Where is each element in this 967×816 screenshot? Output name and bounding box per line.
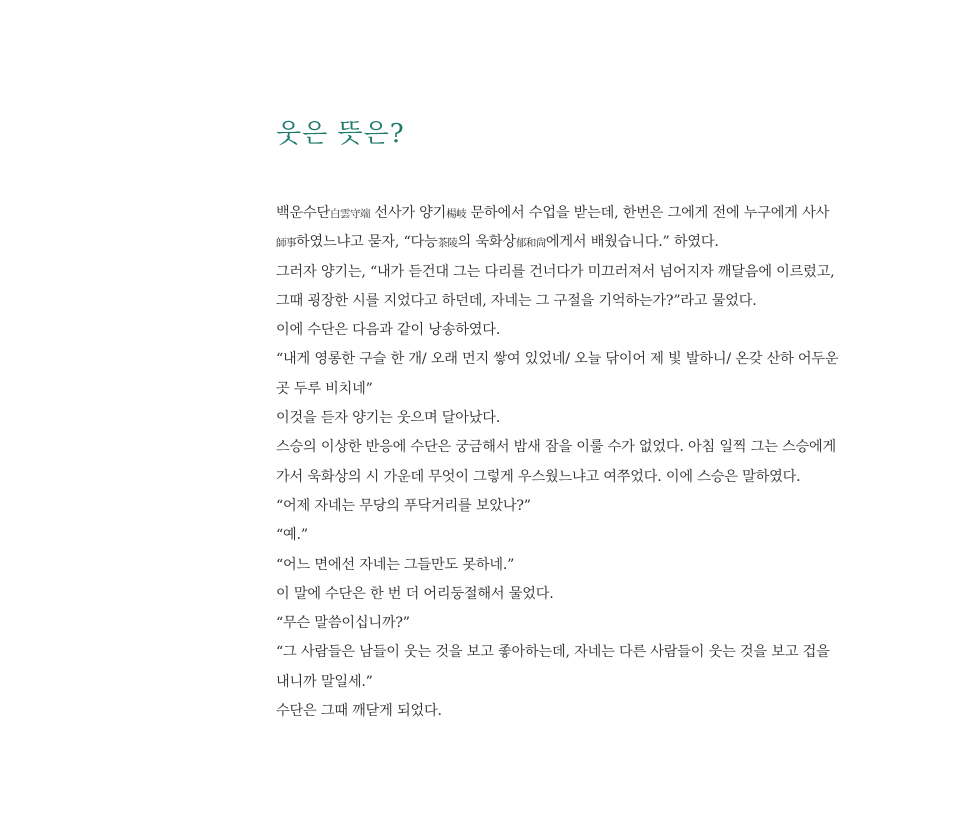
text-line (276, 228, 888, 257)
text-segment: “그 사람들은 남들이 웃는 것을 보고 좋아하는데, 자네는 다른 사람들이 웃는 것을 보고 겁을 (276, 644, 830, 661)
text-line (276, 697, 888, 726)
text-line (276, 287, 888, 316)
text-line (276, 638, 888, 667)
text-segment: 곳 두루 비치네” (276, 380, 373, 397)
paragraph (276, 404, 888, 433)
paragraph (276, 258, 888, 317)
hanja-gloss: 茶陵 (437, 237, 458, 250)
hanja-gloss: 楊岐 (446, 208, 467, 220)
paragraph (276, 551, 888, 580)
paragraph (276, 345, 888, 404)
text-segment: 문하에서 수업을 받는데, 한번은 그에게 전에 누구에게 사사 (466, 205, 830, 221)
text-segment: 수단은 그때 깨닫게 되었다. (276, 703, 442, 720)
paragraph (276, 199, 888, 258)
text-line (276, 580, 888, 609)
text-line (276, 433, 888, 462)
hanja-gloss: 白雲守端 (330, 208, 371, 220)
text-segment: “어제 자네는 무당의 푸닥거리를 보았나?” (276, 497, 531, 514)
text-segment: 가서 욱화상의 시 가운데 무엇이 그렇게 우스웠느냐고 여쭈었다. 이에 스승은 말하였다. (276, 468, 801, 485)
text-line (276, 492, 888, 521)
text-segment: 그때 굉장한 시를 지었다고 하던데, 자네는 그 구절을 기억하는가?”라고 물었다. (276, 292, 757, 309)
text-segment: 의 욱화상 (457, 234, 516, 251)
text-segment: “내게 영롱한 구슬 한 개/ 오래 먼지 쌓여 있었네/ 오늘 닦이어 제 빛 발하니/ 온갖 산하 어두운 (276, 351, 839, 368)
text-line (276, 316, 888, 345)
text-line (276, 463, 888, 492)
text-segment: 스승의 이상한 반응에 수단은 궁금해서 밤새 잠을 이룰 수가 없었다. 아침 일찍 그는 스승에게 (276, 439, 837, 456)
paragraph (276, 697, 888, 726)
text-segment: 선사가 양기 (370, 205, 447, 221)
text-segment: 그러자 양기는, “내가 듣건대 그는 다리를 건너다가 미끄러져서 넘어지자 깨달음에 이르렀고, (276, 263, 835, 280)
hanja-gloss: 郁和尙 (515, 237, 546, 250)
text-line (276, 258, 888, 287)
text-segment: 백운수단 (276, 205, 331, 221)
text-line (276, 551, 888, 580)
hanja-gloss: 師事 (276, 237, 296, 250)
text-segment: “예.” (276, 527, 308, 544)
paragraph (276, 638, 888, 697)
paragraph (276, 609, 888, 638)
story-body (276, 199, 888, 726)
text-line (276, 404, 888, 433)
text-line (276, 199, 888, 228)
page-title: 웃은 뜻은? (276, 119, 405, 149)
text-line (276, 375, 888, 404)
paragraph (276, 316, 888, 345)
paragraph (276, 433, 888, 492)
text-line (276, 609, 888, 638)
text-line (276, 668, 888, 697)
text-segment: 하였느냐고 묻자, “다능 (296, 234, 438, 251)
paragraph (276, 580, 888, 609)
text-segment: “어느 면에선 자네는 그들만도 못하네.” (276, 556, 515, 573)
text-line (276, 345, 888, 374)
text-segment: 에게서 배웠습니다.” 하였다. (545, 234, 719, 251)
text-segment: 내니까 말일세.” (276, 673, 373, 690)
text-segment: 이것을 듣자 양기는 웃으며 달아났다. (276, 410, 501, 427)
text-segment: 이에 수단은 다음과 같이 낭송하였다. (276, 322, 501, 339)
text-line (276, 521, 888, 550)
paragraph (276, 521, 888, 550)
text-segment: 이 말에 수단은 한 번 더 어리둥절해서 물었다. (276, 585, 554, 602)
paragraph (276, 492, 888, 521)
text-segment: “무슨 말씀이십니까?” (276, 615, 410, 632)
